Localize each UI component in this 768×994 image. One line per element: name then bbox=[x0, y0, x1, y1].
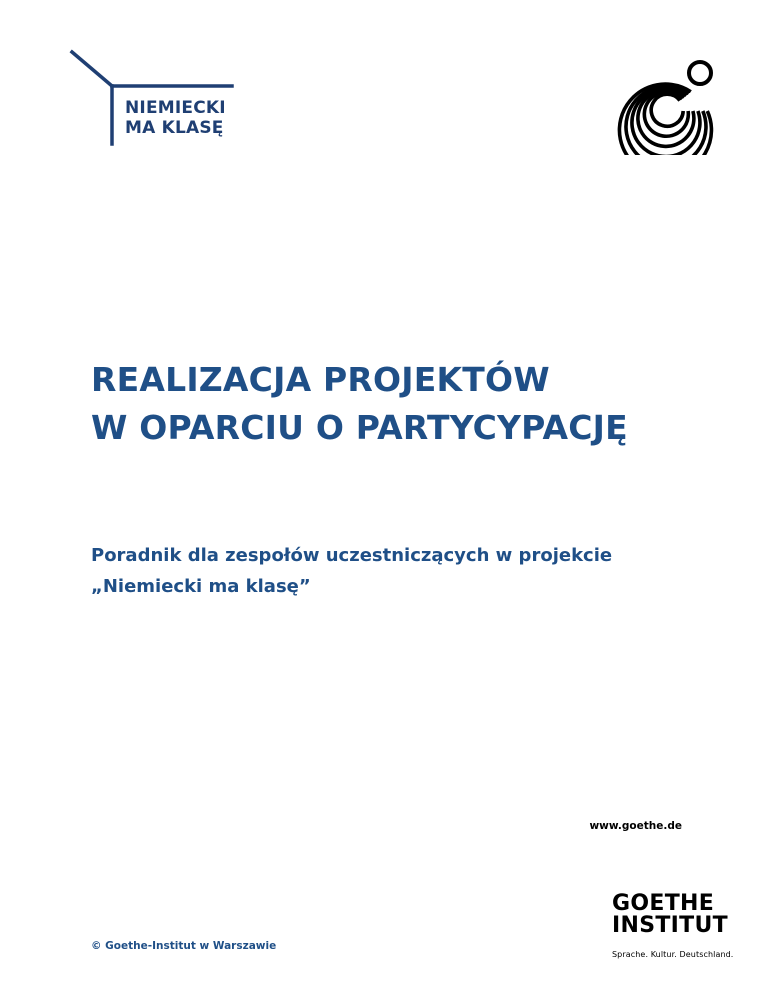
goethe-tagline: Sprache. Kultur. Deutschland. bbox=[612, 950, 734, 959]
brand-name bbox=[125, 98, 226, 138]
brand-name-line2: MA KLASĘ bbox=[125, 118, 224, 138]
brand-name-line1: NIEMIECKI bbox=[125, 98, 226, 118]
website-link[interactable]: www.goethe.de bbox=[589, 820, 682, 832]
wordmark-line2: INSTITUT bbox=[612, 913, 728, 938]
copyright-text: © Goethe-Institut w Warszawie bbox=[91, 940, 277, 952]
document-title-line2: W OPARCIU O PARTYCYPACJĘ bbox=[91, 408, 628, 447]
goethe-institut-swirl-logo bbox=[612, 55, 724, 155]
wordmark-line1: GOETHE bbox=[612, 891, 715, 916]
document-subtitle bbox=[91, 540, 612, 602]
document-title-line1: REALIZACJA PROJEKTÓW bbox=[91, 360, 550, 399]
document-subtitle-line1: Poradnik dla zespołów uczestniczących w projekcie bbox=[91, 545, 613, 566]
document-title bbox=[91, 356, 628, 452]
document-subtitle-line2: „Niemiecki ma klasę” bbox=[91, 576, 311, 597]
goethe-institut-wordmark bbox=[612, 893, 728, 937]
